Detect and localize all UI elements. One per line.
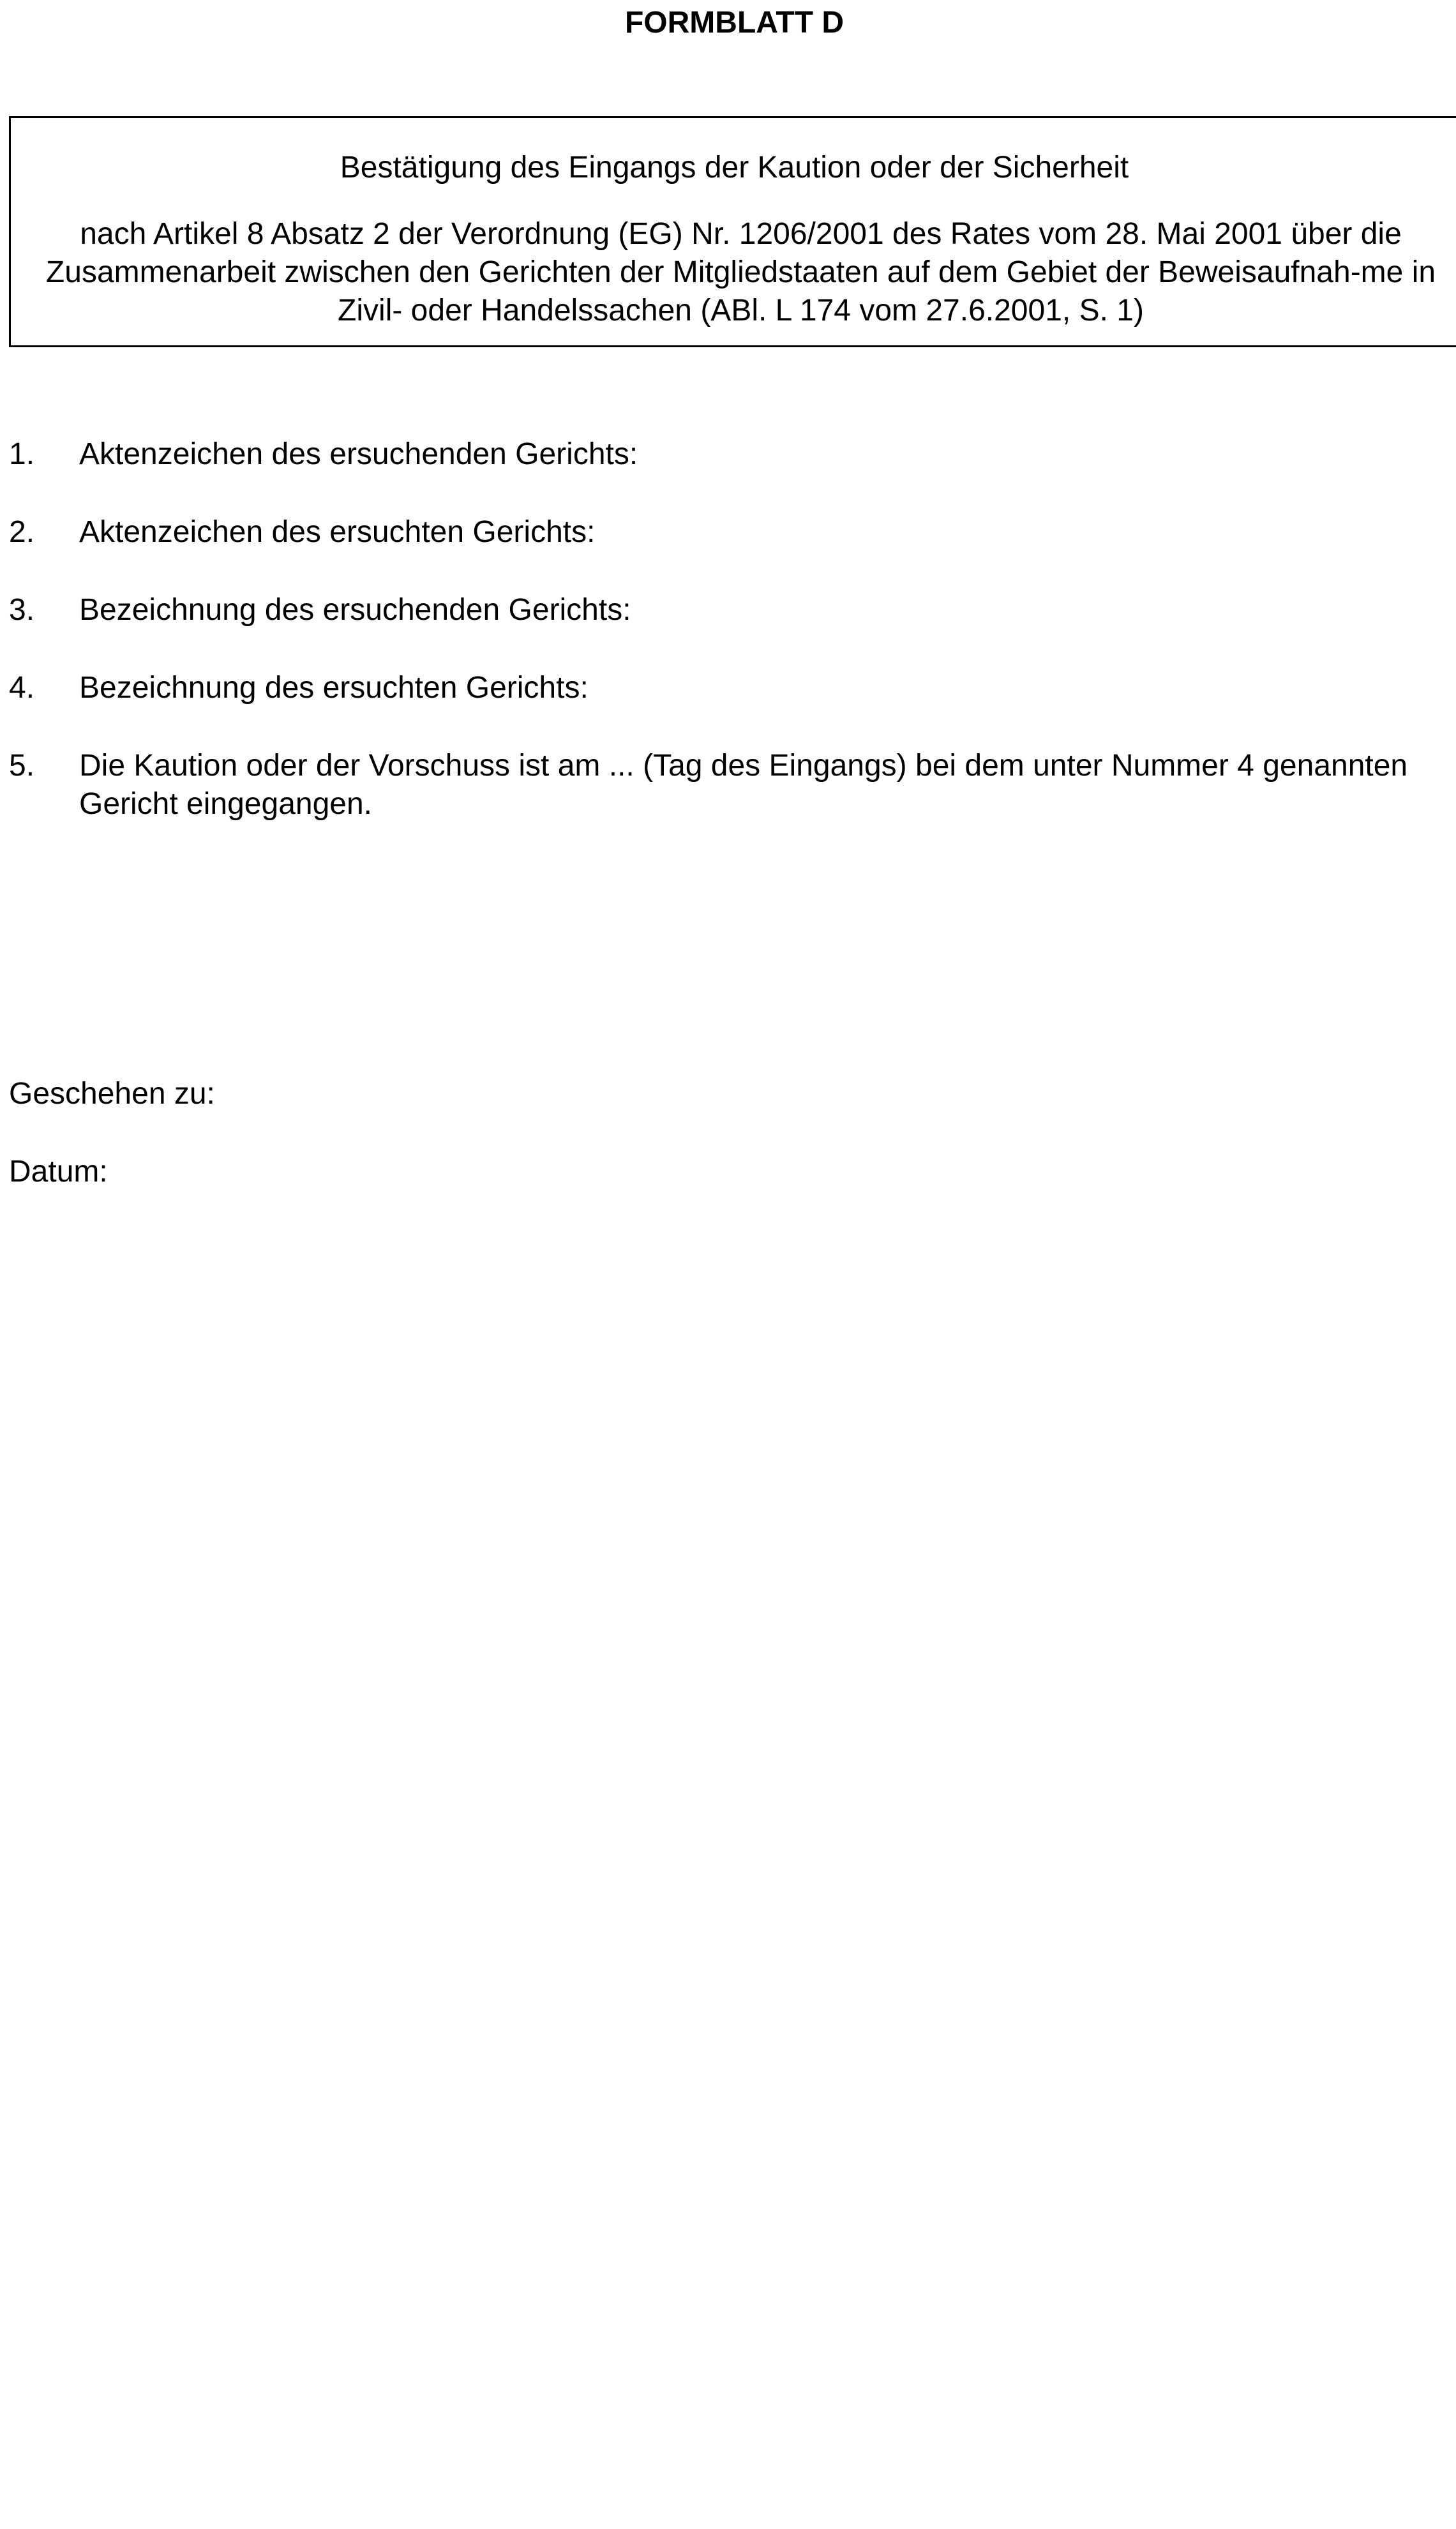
form-title: FORMBLATT D [624, 6, 844, 40]
item-text: Aktenzeichen des ersuchten Gerichts: [79, 515, 596, 549]
form-items-list [9, 435, 1456, 863]
header-subtitle: nach Artikel 8 Absatz 2 der Verordnung (EG) Nr. 1206/2001 des Rates vom 28. Mai 2001 über die Zusammenarbeit zwischen den Gerichten der Mitgliedstaaten auf dem Gebiet der Beweisaufnah-me in Zivil- oder Handelssachen (ABl. L 174 vom 27.6.2001, S. 1) [45, 217, 1436, 327]
date-label: Datum: [9, 1155, 108, 1189]
form-item-5 [9, 747, 1456, 823]
form-item-4 [9, 669, 1456, 707]
header-box [9, 116, 1456, 347]
item-text: Bezeichnung des ersuchten Gerichts: [79, 671, 589, 705]
item-text: Aktenzeichen des ersuchenden Gerichts: [79, 437, 638, 471]
item-text: Bezeichnung des ersuchenden Gerichts: [79, 593, 631, 627]
item-text-line-1: Die Kaution oder der Vorschuss ist am ... (Tag des Eingangs) bei dem unter Nummer 4 genannten [79, 749, 1408, 783]
form-item-1 [9, 435, 1456, 474]
header-title: Bestätigung des Eingangs der Kaution oder der Sicherheit [340, 151, 1129, 184]
item-number: 1. [9, 437, 35, 471]
item-number: 3. [9, 593, 35, 627]
item-number: 5. [9, 749, 35, 783]
item-number: 4. [9, 671, 35, 705]
item-text-line-2: Gericht eingegangen. [79, 787, 372, 821]
form-item-3 [9, 591, 1456, 629]
item-number: 2. [9, 515, 35, 549]
place-label: Geschehen zu: [9, 1077, 215, 1111]
form-item-2 [9, 513, 1456, 552]
